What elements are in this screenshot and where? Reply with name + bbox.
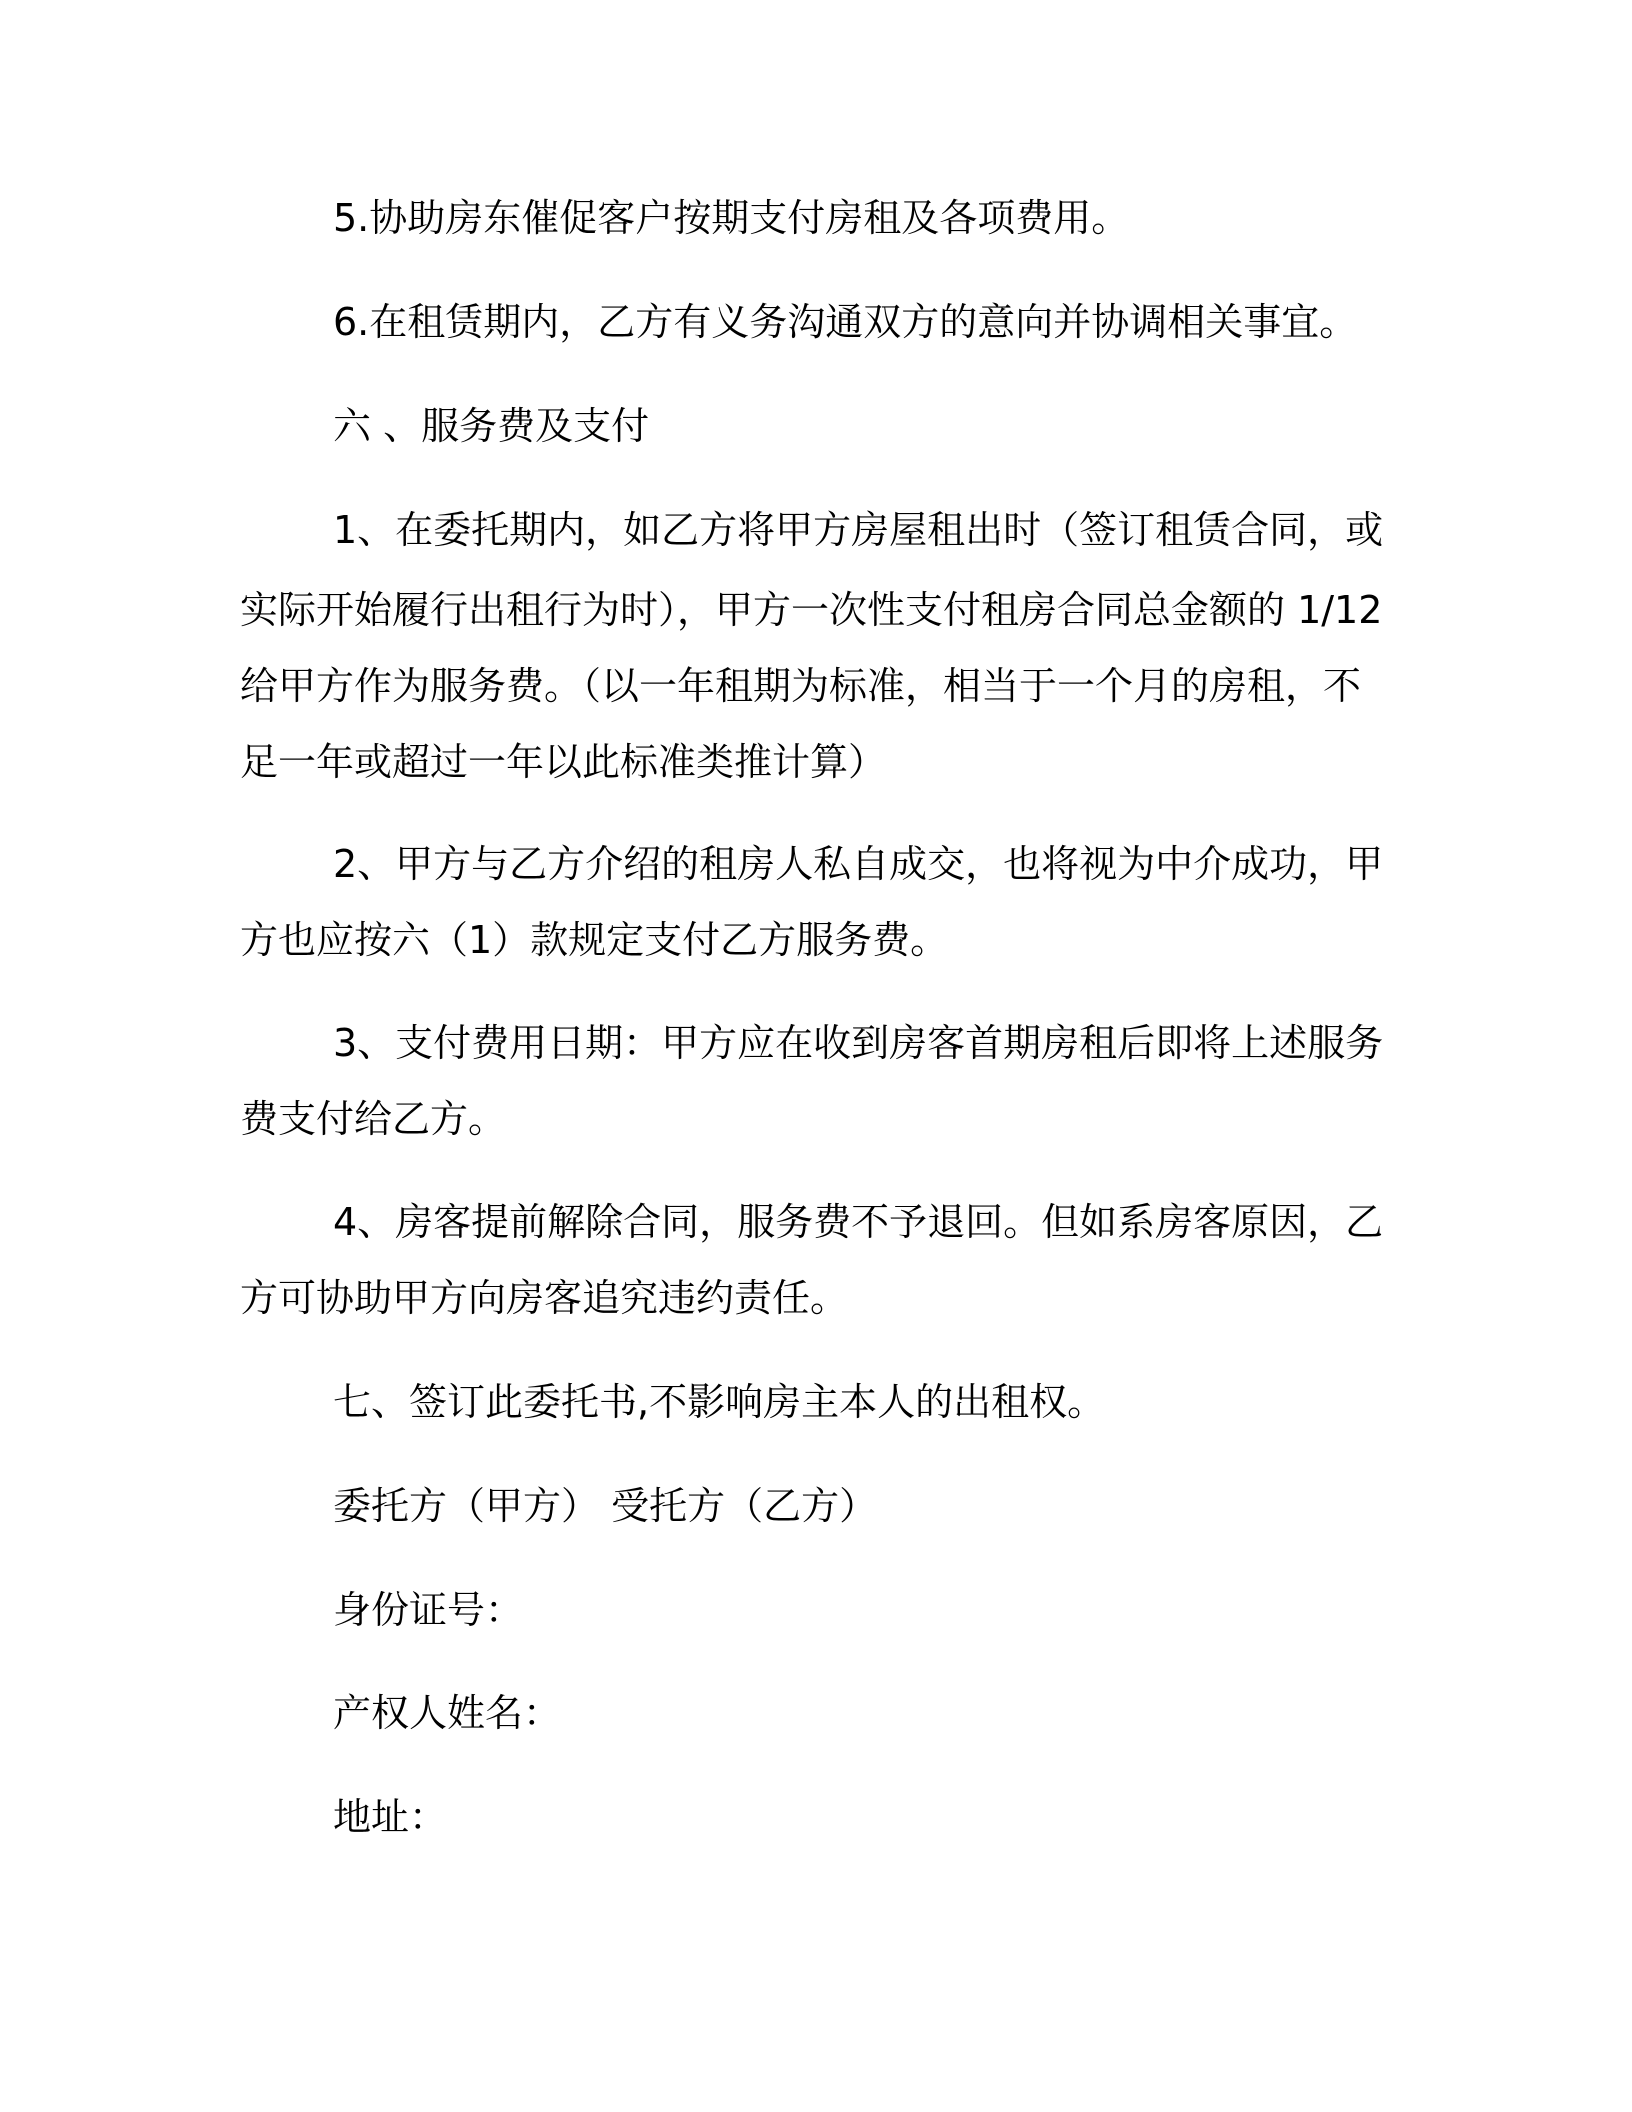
fee-clause-3-line-2: 费支付给乙方。 — [240, 1097, 507, 1141]
id-number-label: 身份证号： — [333, 1588, 524, 1632]
owner-name-label: 产权人姓名： — [333, 1691, 562, 1735]
fee-clause-1-line-1: 1、在委托期内，如乙方将甲方房屋租出时（签订租赁合同，或 — [333, 508, 1384, 552]
fee-clause-4-line-2: 方可协助甲方向房客追究违约责任。 — [240, 1276, 849, 1320]
fee-clause-4-line-1: 4、房客提前解除合同，服务费不予退回。但如系房客原因，乙 — [333, 1200, 1384, 1244]
fee-clause-2-line-2: 方也应按六（1）款规定支付乙方服务费。 — [240, 918, 949, 962]
parties-line: 委托方（甲方） 受托方（乙方） — [333, 1484, 878, 1528]
clause-5-text: 5.协助房东催促客户按期支付房租及各项费用。 — [333, 196, 1130, 240]
fee-clause-1-line-4: 足一年或超过一年以此标准类推计算） — [240, 740, 887, 784]
fee-clause-1-line-2: 实际开始履行出租行为时），甲方一次性支付租房合同总金额的 1/12 — [240, 588, 1383, 632]
section-7-text: 七、签订此委托书,不影响房主本人的出租权。 — [333, 1380, 1106, 1424]
fee-clause-3-line-1: 3、支付费用日期：甲方应在收到房客首期房租后即将上述服务 — [333, 1021, 1384, 1065]
fee-clause-1-line-3: 给甲方作为服务费。（以一年租期为标准，相当于一个月的房租，不 — [240, 664, 1362, 708]
address-label: 地址： — [333, 1795, 448, 1839]
clause-6-text: 6.在租赁期内，乙方有义务沟通双方的意向并协调相关事宜。 — [333, 300, 1358, 344]
section-6-heading: 六 、服务费及支付 — [333, 404, 650, 448]
fee-clause-2-line-1: 2、甲方与乙方介绍的租房人私自成交，也将视为中介成功，甲 — [333, 842, 1384, 886]
